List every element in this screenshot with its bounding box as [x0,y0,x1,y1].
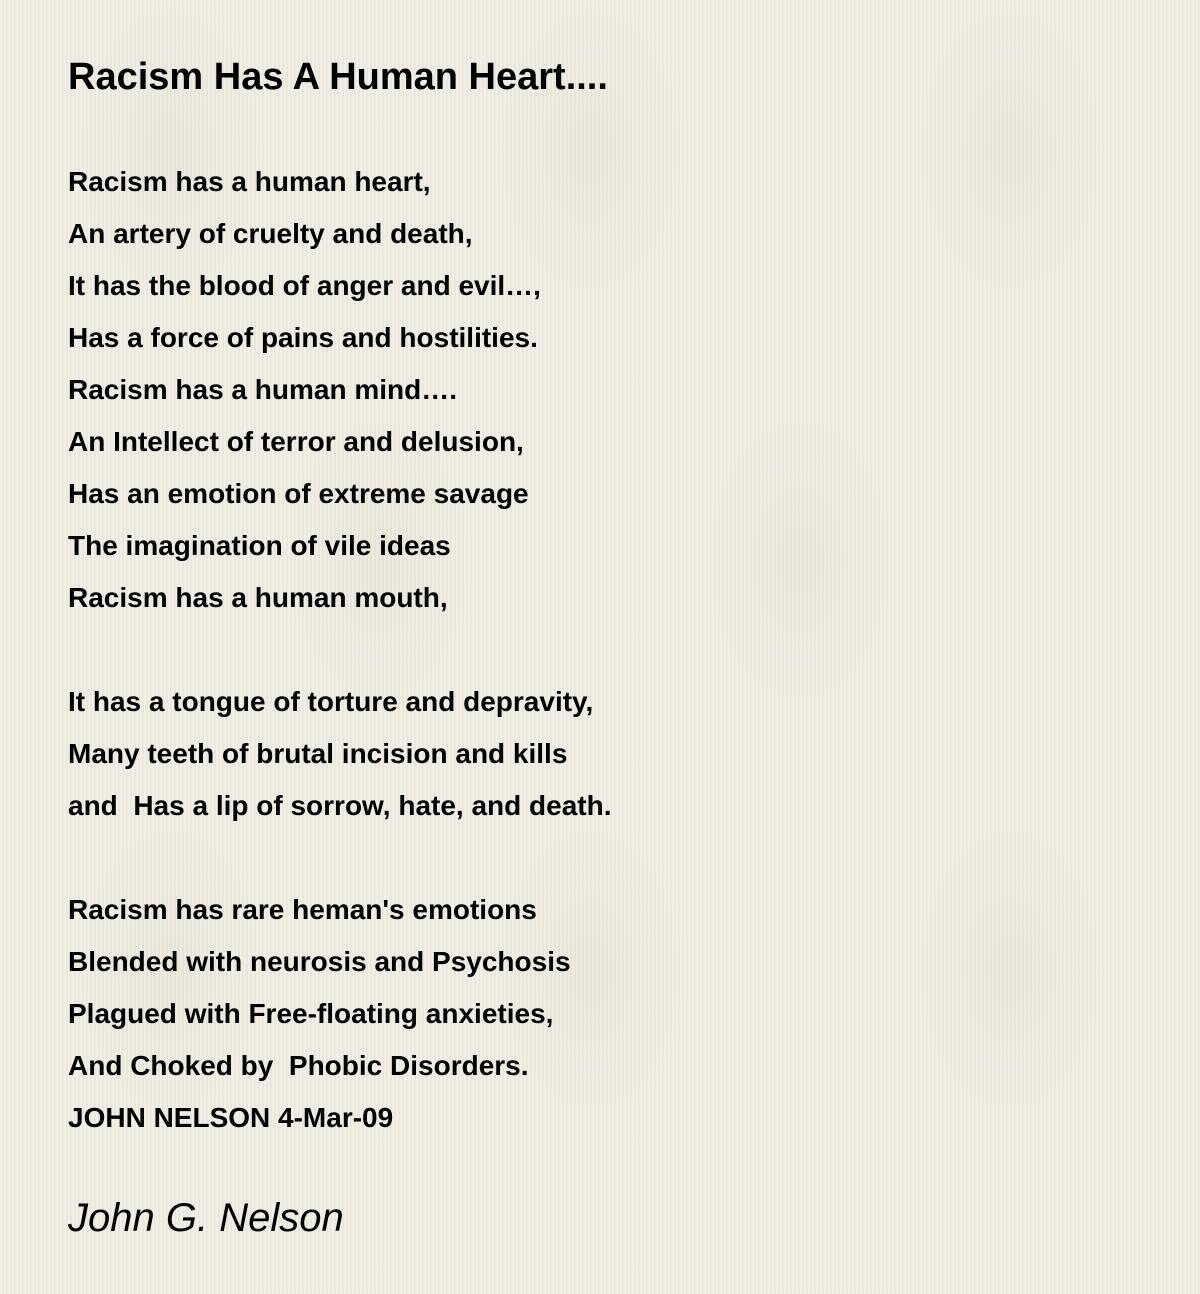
poem-line: Many teeth of brutal incision and kills [68,738,568,769]
poem-line: and Has a lip of sorrow, hate, and death. [68,790,612,821]
poem-line: The imagination of vile ideas [68,530,451,561]
poem-line: Has a force of pains and hostilities. [68,322,538,353]
poem-line: Racism has rare heman's emotions [68,894,537,925]
poem-line: It has a tongue of torture and depravity, [68,686,594,717]
poem-line: An Intellect of terror and delusion, [68,426,524,457]
poem-line: Racism has a human heart, [68,166,431,197]
poem-line: Racism has a human mouth, [68,582,448,613]
poem-body [68,156,612,1144]
poem-stanza-break [68,624,612,676]
poem-line: Plagued with Free-floating anxieties, [68,998,554,1029]
poem-title: Racism Has A Human Heart.... [68,56,608,98]
poem-line: It has the blood of anger and evil…, [68,270,541,301]
poem-line: An artery of cruelty and death, [68,218,473,249]
poem-line: Has an emotion of extreme savage [68,478,529,509]
poem-author: John G. Nelson [68,1196,344,1240]
poem-stanza-break [68,832,612,884]
poem-line: Racism has a human mind…. [68,374,457,405]
poem-signature-line: JOHN NELSON 4-Mar-09 [68,1102,394,1133]
poem-line: And Choked by Phobic Disorders. [68,1050,529,1081]
poem-line: Blended with neurosis and Psychosis [68,946,571,977]
